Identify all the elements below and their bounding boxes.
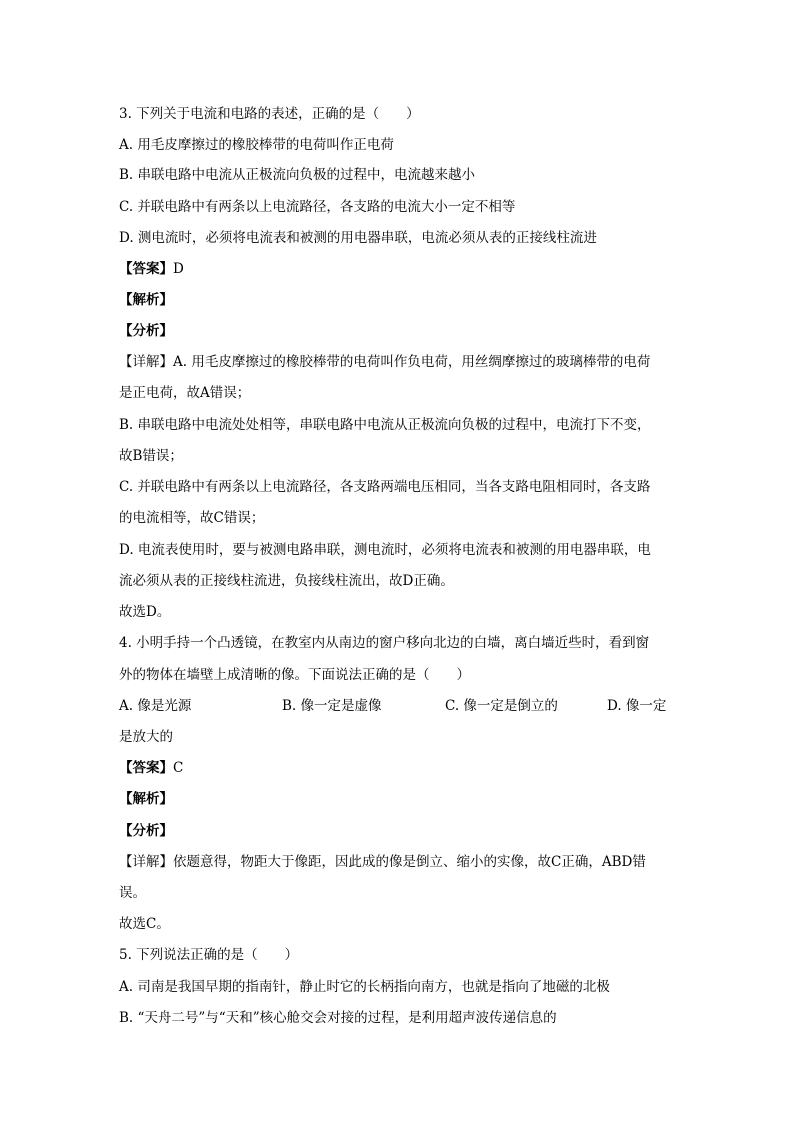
q3-stem: 3. 下列关于电流和电路的表述，正确的是（ ） [119,106,420,122]
q3-detail-line: 【详解】A. 用毛皮摩擦过的橡胶棒带的电荷叫作负电荷，用丝绸摩擦过的玻璃棒带的电荷 [119,354,651,370]
q3-detail-line: 是正电荷，故A错误； [119,385,251,401]
q3-jiexi-heading: 【解析】 [119,292,173,308]
q5-option-a: A. 司南是我国早期的指南针，静止时它的长柄指向南方，也就是指向了地磁的北极 [119,979,610,995]
answer-label: 【答案】 [119,261,173,277]
q3-option-d: D. 测电流时，必须将电流表和被测的用电器串联，电流必须从表的正接线柱流进 [119,230,597,246]
q4-option-d: D. 像一定 [607,698,667,714]
q3-answer [119,260,184,278]
q3-detail-line: D. 电流表使用时，要与被测电路串联，测电流时，必须将电流表和被测的用电器串联，电 [119,542,651,558]
q4-conclusion: 故选C。 [119,916,170,932]
q4-stem-line: 4. 小明手持一个凸透镜，在教室内从南边的窗户移向北边的白墙，离白墙近些时，看到窗 [119,635,650,651]
answer-label: 【答案】 [119,760,173,776]
q3-option-a: A. 用毛皮摩擦过的橡胶棒带的电荷叫作正电荷 [119,137,394,153]
q3-detail-line: 故B错误； [119,448,183,464]
q4-stem-line: 外的物体在墙壁上成清晰的像。下面说法正确的是（ ） [119,667,470,683]
q4-jiexi-heading: 【解析】 [119,791,173,807]
q3-option-b: B. 串联电路中电流从正极流向负极的过程中，电流越来越小 [119,167,476,183]
q4-option-b: B. 像一定是虚像 [282,698,382,714]
answer-value: D [173,261,184,277]
q4-fenxi-heading: 【分析】 [119,823,173,839]
q4-detail-line: 【详解】依题意得，物距大于像距，因此成的像是倒立、缩小的实像，故C正确，ABD错 [119,854,646,870]
q3-conclusion: 故选D。 [119,604,171,620]
q3-detail-line: C. 并联电路中有两条以上电流路径，各支路两端电压相同，当各支路电阻相同时，各支路 [119,479,651,495]
q4-detail-line: 误。 [119,885,146,901]
q5-stem: 5. 下列说法正确的是（ ） [119,947,299,963]
q3-detail-line: 的电流相等，故C错误； [119,510,265,526]
q4-option-c: C. 像一定是倒立的 [445,698,558,714]
q3-option-c: C. 并联电路中有两条以上电流路径，各支路的电流大小一定不相等 [119,199,516,215]
q4-option-a: A. 像是光源 [119,698,192,714]
answer-value: C [173,760,184,776]
q5-option-b: B. “天舟二号”与“天和”核心舱交会对接的过程，是利用超声波传递信息的 [119,1010,557,1026]
q4-option-d-continued: 是放大的 [119,729,173,745]
q3-fenxi-heading: 【分析】 [119,323,173,339]
q3-detail-line: 流必须从表的正接线柱流进，负接线柱流出，故D正确。 [119,573,454,589]
q4-answer [119,759,183,777]
q3-detail-line: B. 串联电路中电流处处相等，串联电路中电流从正极流向负极的过程中，电流打下不变， [119,417,651,433]
